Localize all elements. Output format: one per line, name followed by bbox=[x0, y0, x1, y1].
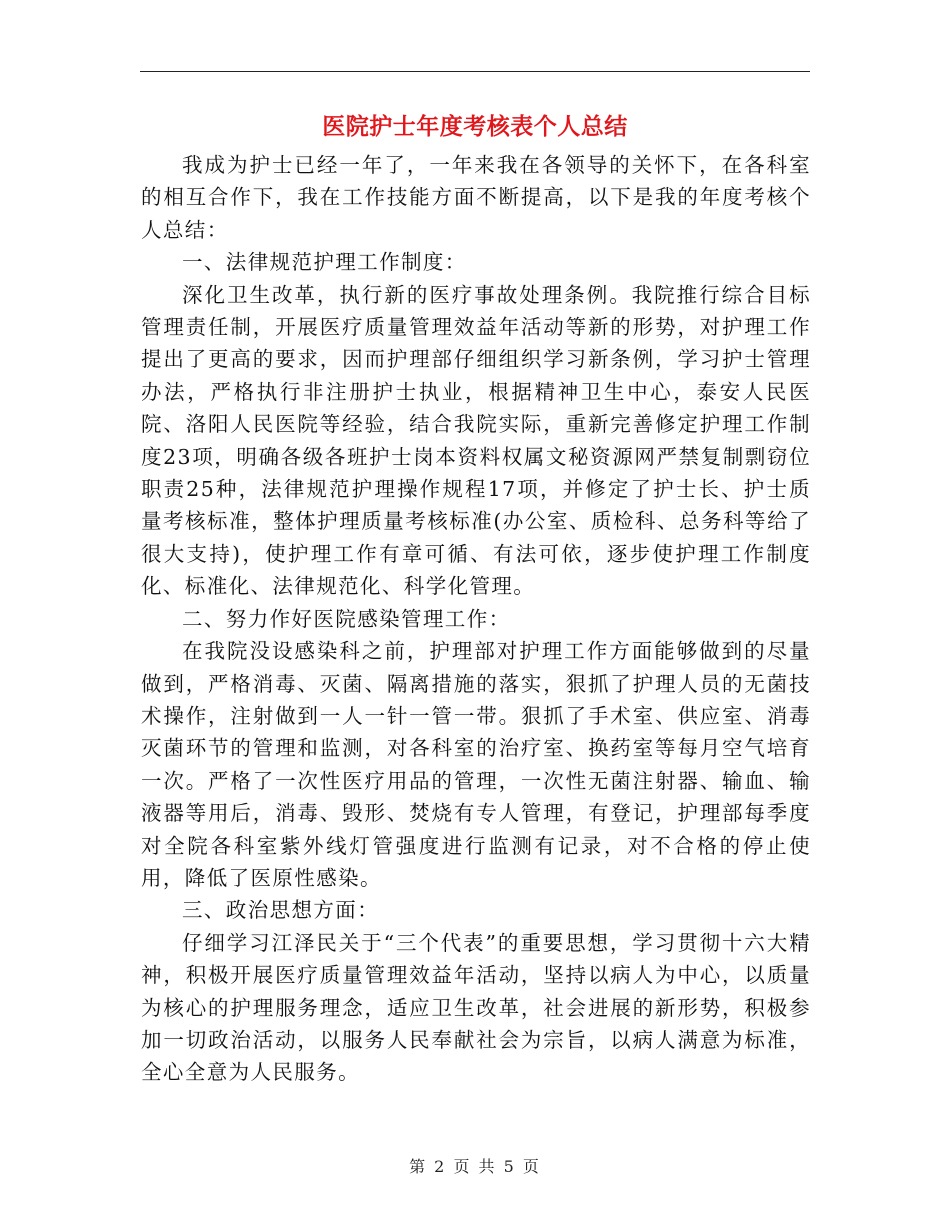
document-body bbox=[141, 149, 811, 1089]
section-heading-2: 二、努力作好医院感染管理工作： bbox=[182, 606, 511, 631]
document-title: 医院护士年度考核表个人总结 bbox=[322, 113, 628, 140]
section-paragraph-1: 深化卫生改革，执行新的医疗事故处理条例。我院推行综合目标管理责任制，开展医疗质量管理效益年活动等新的形势，对护理工作提出了更高的要求，因而护理部仔细组织学习新条例，学习护士管理办法，严格执行非注册护士执业，根据精神卫生中心，泰安人民医院、洛阳人民医院等经验，结合我院实际，重新完善修定护理工作制度23项，明确各级各班护士岗本资料权属文秘资源网严禁复制剽窃位职责25种，法律规范护理操作规程17项，并修定了护士长、护士质量考核标准，整体护理质量考核标准(办公室、质检科、总务科等给了很大支持)，使护理工作有章可循、有法可依，逐步使护理工作制度化、标准化、法律规范化、科学化管理。 bbox=[141, 282, 811, 599]
header-rule bbox=[140, 71, 810, 72]
intro-paragraph: 我成为护士已经一年了，一年来我在各领导的关怀下，在各科室的相互合作下，我在工作技能方面不断提高，以下是我的年度考核个人总结： bbox=[141, 153, 811, 242]
section-paragraph-3: 仔细学习江泽民关于“三个代表”的重要思想，学习贯彻十六大精神，积极开展医疗质量管理效益年活动，坚持以病人为中心，以质量为核心的护理服务理念，适应卫生改革，社会进展的新形势，积极参加一切政治活动，以服务人民奉献社会为宗旨，以病人满意为标准，全心全意为人民服务。 bbox=[141, 930, 811, 1085]
section-heading-3: 三、政治思想方面： bbox=[182, 898, 380, 923]
page-number: 第 2 页 共 5 页 bbox=[409, 1157, 541, 1176]
section-heading-1: 一、法律规范护理工作制度： bbox=[182, 250, 467, 275]
section-paragraph-2: 在我院没设感染科之前，护理部对护理工作方面能够做到的尽量做到，严格消毒、灭菌、隔离措施的落实，狠抓了护理人员的无菌技术操作，注射做到一人一针一管一带。狠抓了手术室、供应室、消毒灭菌环节的管理和监测，对各科室的治疗室、换药室等每月空气培育一次。严格了一次性医疗用品的管理，一次性无菌注射器、输血、输液器等用后，消毒、毁形、焚烧有专人管理，有登记，护理部每季度对全院各科室紫外线灯管强度进行监测有记录，对不合格的停止使用，降低了医原性感染。 bbox=[141, 639, 811, 890]
